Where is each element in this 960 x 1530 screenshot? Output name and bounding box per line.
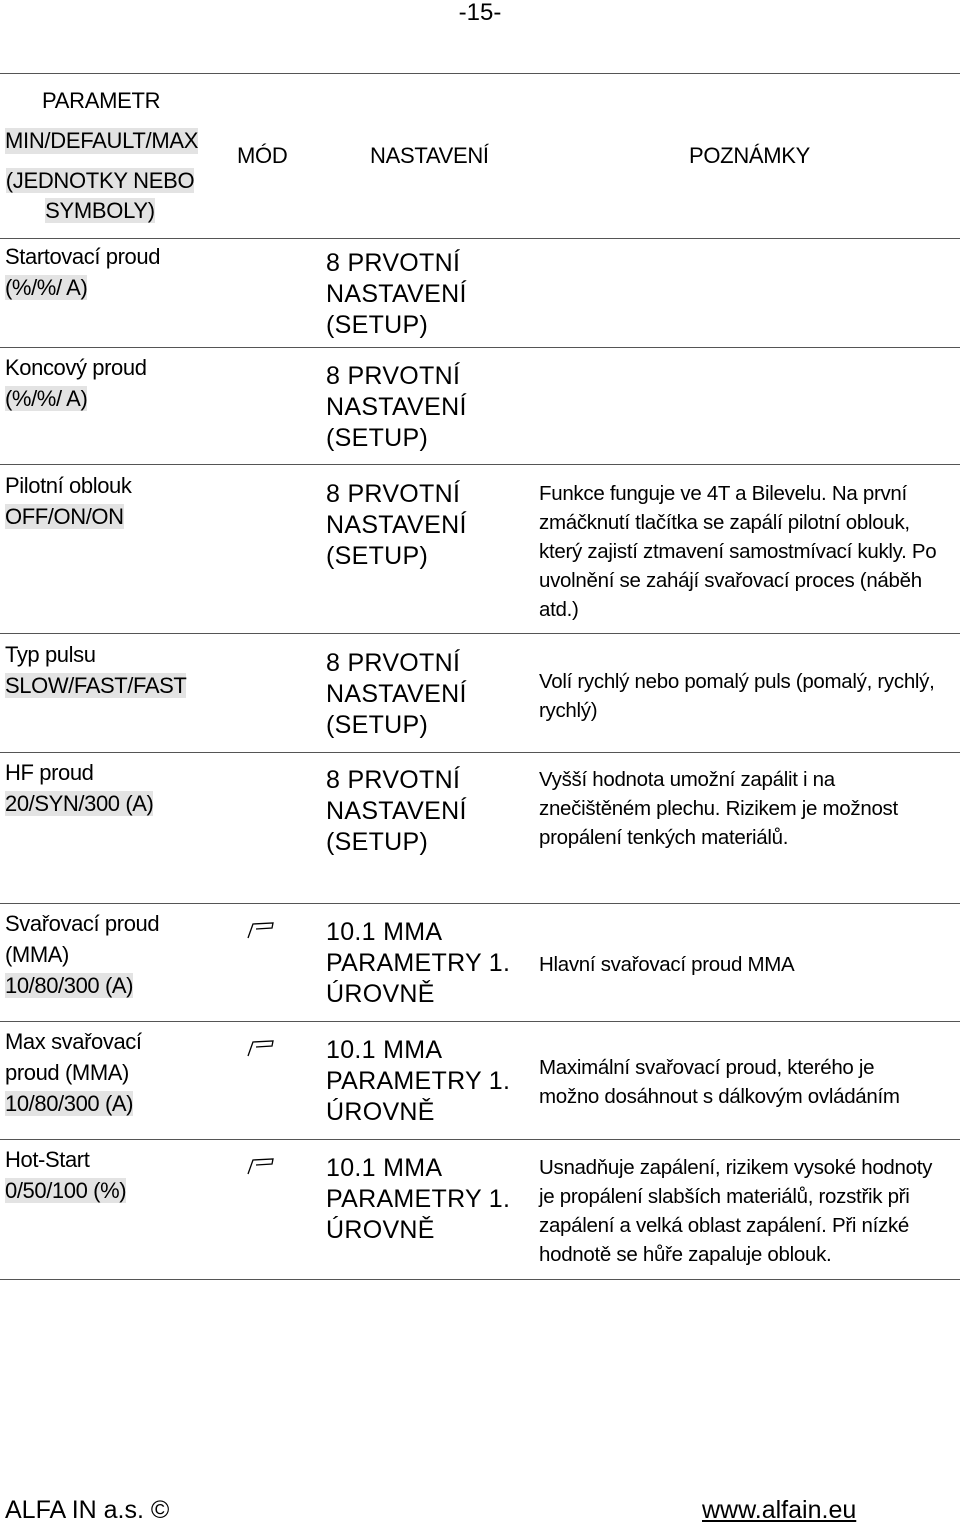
param-range: (%/%/ A) <box>5 275 88 300</box>
row-divider <box>0 752 960 753</box>
param-name-line2: (MMA) <box>5 942 69 967</box>
note-line: Hlavní svařovací proud MMA <box>539 953 795 976</box>
param-svarovaci-proud <box>5 908 195 1001</box>
param-hf-proud <box>5 757 195 819</box>
note-line: který zajistí ztmavení samostmívací kukly. Po <box>539 540 937 563</box>
footer-website-link[interactable]: www.alfain.eu <box>702 1496 857 1524</box>
setting-startovaci-proud <box>326 248 536 341</box>
page-number: -15- <box>458 0 502 26</box>
setting-line: (SETUP) <box>326 828 429 856</box>
note-line: Usnadňuje zapálení, rizikem vysoké hodnoty <box>539 1156 933 1179</box>
note-pilotni-oblouk <box>539 479 957 624</box>
setting-line: 10.1 MMA <box>326 918 443 946</box>
setting-line: NASTAVENÍ <box>326 680 467 708</box>
electrode-holder-icon <box>245 1156 275 1176</box>
setting-line: NASTAVENÍ <box>326 280 467 308</box>
setting-line: 8 PRVOTNÍ <box>326 649 461 677</box>
setting-line: ÚROVNĚ <box>326 980 435 1008</box>
header-units-line2: SYMBOLY) <box>45 198 155 223</box>
header-units-line1: (JEDNOTKY NEBO <box>5 168 195 193</box>
setting-pilotni-oblouk <box>326 479 536 572</box>
note-line: je propálení slabších materiálů, rozstřik při <box>539 1185 910 1208</box>
setting-line: 8 PRVOTNÍ <box>326 480 461 508</box>
header-nastaveni: NASTAVENÍ <box>370 143 489 168</box>
param-name: HF proud <box>5 760 94 785</box>
param-name-line1: Svařovací proud <box>5 911 160 936</box>
param-koncovy-proud <box>5 352 195 414</box>
note-line: uvolnění se zahájí svařovací proces (náběh <box>539 569 922 592</box>
param-pilotni-oblouk <box>5 470 195 532</box>
param-startovaci-proud <box>5 241 195 303</box>
param-max-svarovaci-proud <box>5 1026 195 1119</box>
param-hot-start <box>5 1144 195 1206</box>
param-typ-pulsu <box>5 639 195 701</box>
param-name-line1: Hot-Start <box>5 1147 90 1172</box>
setting-line: (SETUP) <box>326 424 429 452</box>
note-line: Maximální svařovací proud, kterého je <box>539 1056 875 1079</box>
param-range: SLOW/FAST/FAST <box>5 673 187 698</box>
param-range: (%/%/ A) <box>5 386 88 411</box>
electrode-holder-icon <box>245 920 275 940</box>
footer-company: ALFA IN a.s. © <box>5 1496 170 1524</box>
setting-line: 10.1 MMA <box>326 1036 443 1064</box>
note-line: Vyšší hodnota umožní zapálit i na <box>539 768 835 791</box>
note-max-svarovaci-proud <box>539 1053 957 1111</box>
setting-line: (SETUP) <box>326 311 429 339</box>
setting-line: NASTAVENÍ <box>326 393 467 421</box>
row-divider <box>0 347 960 348</box>
setting-hot-start <box>326 1153 536 1246</box>
header-poznamky: POZNÁMKY <box>689 143 811 168</box>
setting-line: (SETUP) <box>326 711 429 739</box>
note-line: Funkce funguje ve 4T a Bilevelu. Na první <box>539 482 907 505</box>
note-line: možno dosáhnout s dálkovým ovládáním <box>539 1085 900 1108</box>
note-typ-pulsu <box>539 667 957 725</box>
note-line: zapálení a velká oblast zapálení. Při nízké <box>539 1214 909 1237</box>
table2-bottom-rule <box>0 1279 960 1280</box>
setting-line: ÚROVNĚ <box>326 1216 435 1244</box>
param-name-line2: proud (MMA) <box>5 1060 129 1085</box>
header-bottom-rule <box>0 238 960 239</box>
setting-line: 10.1 MMA <box>326 1154 443 1182</box>
param-name-line1: Max svařovací <box>5 1029 142 1054</box>
setting-svarovaci-proud <box>326 917 536 1010</box>
note-hot-start <box>539 1153 957 1269</box>
header-minmax: MIN/DEFAULT/MAX <box>5 128 199 153</box>
setting-max-svarovaci-proud <box>326 1035 536 1128</box>
setting-koncovy-proud <box>326 361 536 454</box>
row-divider <box>0 464 960 465</box>
param-name: Typ pulsu <box>5 642 96 667</box>
header-units <box>0 168 200 228</box>
header-parametr: PARAMETR <box>42 88 161 113</box>
setting-line: ÚROVNĚ <box>326 1098 435 1126</box>
note-hf-proud <box>539 765 957 852</box>
setting-line: 8 PRVOTNÍ <box>326 362 461 390</box>
row-divider <box>0 633 960 634</box>
row-divider <box>0 1021 960 1022</box>
setting-line: (SETUP) <box>326 542 429 570</box>
table-top-rule <box>0 73 960 74</box>
note-line: propálení tenkých materiálů. <box>539 826 789 849</box>
note-line: rychlý) <box>539 699 598 722</box>
note-svarovaci-proud <box>539 950 957 979</box>
note-line: zmáčknutí tlačítka se zapálí pilotní oblouk, <box>539 511 910 534</box>
note-line: znečištěném plechu. Rizikem je možnost <box>539 797 898 820</box>
param-name: Startovací proud <box>5 244 161 269</box>
electrode-holder-icon <box>245 1038 275 1058</box>
setting-typ-pulsu <box>326 648 536 741</box>
setting-line: 8 PRVOTNÍ <box>326 249 461 277</box>
setting-line: NASTAVENÍ <box>326 511 467 539</box>
table2-top-rule <box>0 903 960 904</box>
setting-hf-proud <box>326 765 536 858</box>
param-name: Koncový proud <box>5 355 147 380</box>
param-range: 0/50/100 (%) <box>5 1178 127 1203</box>
note-line: atd.) <box>539 598 579 621</box>
setting-line: PARAMETRY 1. <box>326 1067 511 1095</box>
param-range: OFF/ON/ON <box>5 504 124 529</box>
param-range: 10/80/300 (A) <box>5 1091 134 1116</box>
setting-line: NASTAVENÍ <box>326 797 467 825</box>
setting-line: PARAMETRY 1. <box>326 1185 511 1213</box>
row-divider <box>0 1139 960 1140</box>
param-name: Pilotní oblouk <box>5 473 132 498</box>
setting-line: PARAMETRY 1. <box>326 949 511 977</box>
setting-line: 8 PRVOTNÍ <box>326 766 461 794</box>
param-range: 20/SYN/300 (A) <box>5 791 154 816</box>
param-range: 10/80/300 (A) <box>5 973 134 998</box>
note-line: hodnotě se hůře zapaluje oblouk. <box>539 1243 832 1266</box>
note-line: Volí rychlý nebo pomalý puls (pomalý, rychlý, <box>539 670 935 693</box>
header-mod: MÓD <box>237 143 288 168</box>
